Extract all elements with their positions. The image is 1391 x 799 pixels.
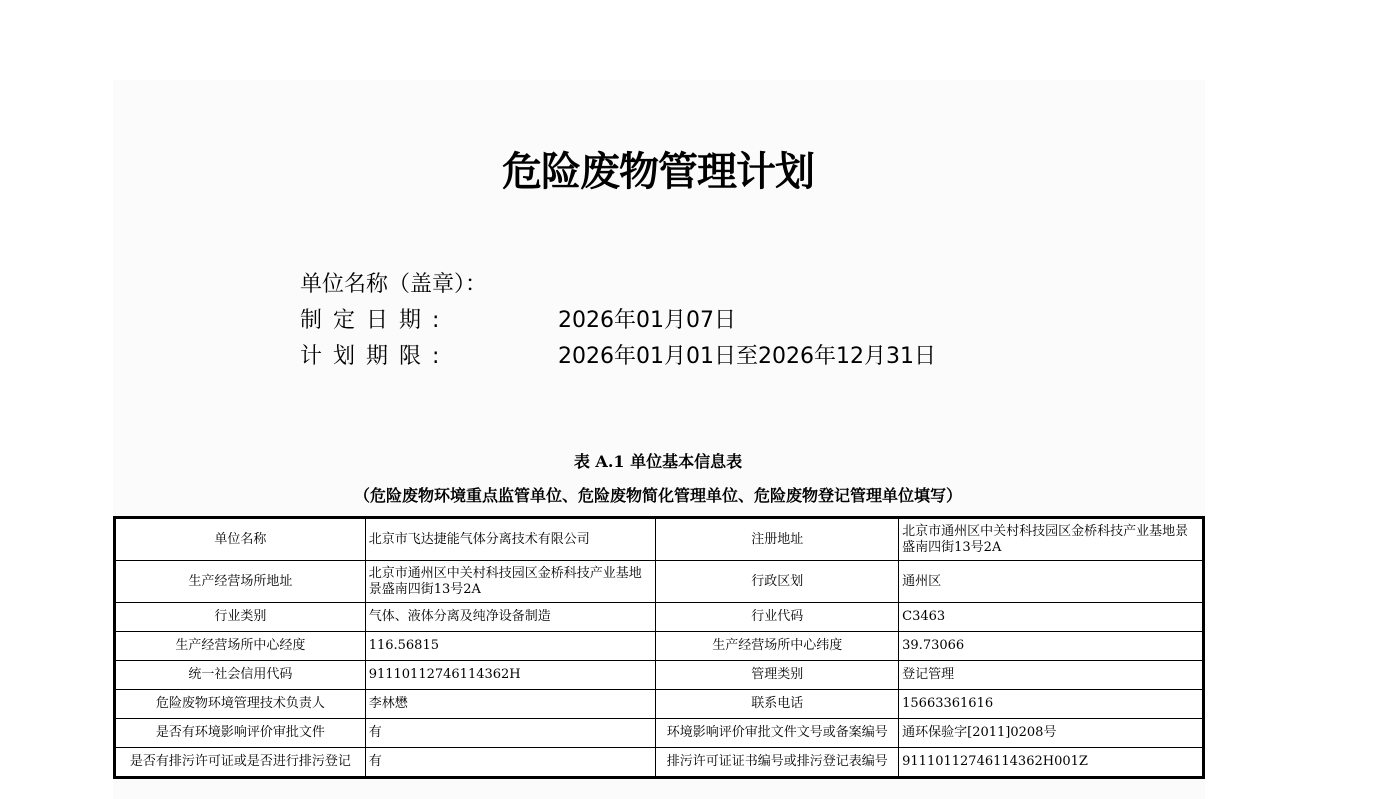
plan-period-line [300, 342, 936, 372]
field-value: 15663361616 [899, 690, 1204, 719]
field-label: 统一社会信用代码 [115, 661, 366, 690]
field-label: 行业类别 [115, 603, 366, 632]
field-label: 联系电话 [656, 690, 899, 719]
table-row [115, 603, 1204, 632]
field-value: 116.56815 [365, 632, 656, 661]
field-label: 生产经营场所地址 [115, 561, 366, 603]
field-value: 有 [365, 748, 656, 778]
field-label: 行业代码 [656, 603, 899, 632]
document-title: 危险废物管理计划 [502, 149, 814, 195]
table-row [115, 690, 1204, 719]
field-label: 环境影响评价审批文件文号或备案编号 [656, 719, 899, 748]
org-name-label: 单位名称（盖章）： [300, 272, 488, 297]
table-row [115, 561, 1204, 603]
field-label: 生产经营场所中心经度 [115, 632, 366, 661]
field-label: 危险废物环境管理技术负责人 [115, 690, 366, 719]
table-subcaption: （危险废物环境重点监管单位、危险废物简化管理单位、危险废物登记管理单位填写） [353, 486, 962, 505]
field-label: 注册地址 [656, 518, 899, 561]
field-value: 91110112746114362H001Z [899, 748, 1204, 778]
field-label: 生产经营场所中心纬度 [656, 632, 899, 661]
field-value: 登记管理 [899, 661, 1204, 690]
field-value: 气体、液体分离及纯净设备制造 [365, 603, 656, 632]
field-label: 单位名称 [115, 518, 366, 561]
plan-date-label: 制定日期: [300, 308, 451, 333]
plan-date-value: 2026年01月07日 [558, 308, 736, 333]
field-value: 通环保验字[2011]0208号 [899, 719, 1204, 748]
table-row [115, 661, 1204, 690]
field-value: 39.73066 [899, 632, 1204, 661]
field-label: 排污许可证证书编号或排污登记表编号 [656, 748, 899, 778]
table-row [115, 719, 1204, 748]
basic-info-table [113, 516, 1205, 779]
table-row [115, 518, 1204, 561]
table-row [115, 632, 1204, 661]
field-value: 有 [365, 719, 656, 748]
field-value: 通州区 [899, 561, 1204, 603]
field-label: 行政区划 [656, 561, 899, 603]
plan-period-label: 计划期限: [300, 344, 451, 369]
field-value: 北京市通州区中关村科技园区金桥科技产业基地景盛南四街13号2A [365, 561, 656, 603]
field-label: 是否有环境影响评价审批文件 [115, 719, 366, 748]
plan-period-value: 2026年01月01日至2026年12月31日 [558, 344, 936, 369]
field-value: 李林懋 [365, 690, 656, 719]
field-value: C3463 [899, 603, 1204, 632]
field-label: 是否有排污许可证或是否进行排污登记 [115, 748, 366, 778]
table-caption: 表 A.1 单位基本信息表 [573, 452, 743, 471]
field-value: 北京市通州区中关村科技园区金桥科技产业基地景盛南四街13号2A [899, 518, 1204, 561]
table-row [115, 748, 1204, 778]
plan-date-line [300, 306, 736, 336]
field-value: 北京市飞达捷能气体分离技术有限公司 [365, 518, 656, 561]
field-label: 管理类别 [656, 661, 899, 690]
org-name-line [300, 270, 487, 300]
field-value: 91110112746114362H [365, 661, 656, 690]
